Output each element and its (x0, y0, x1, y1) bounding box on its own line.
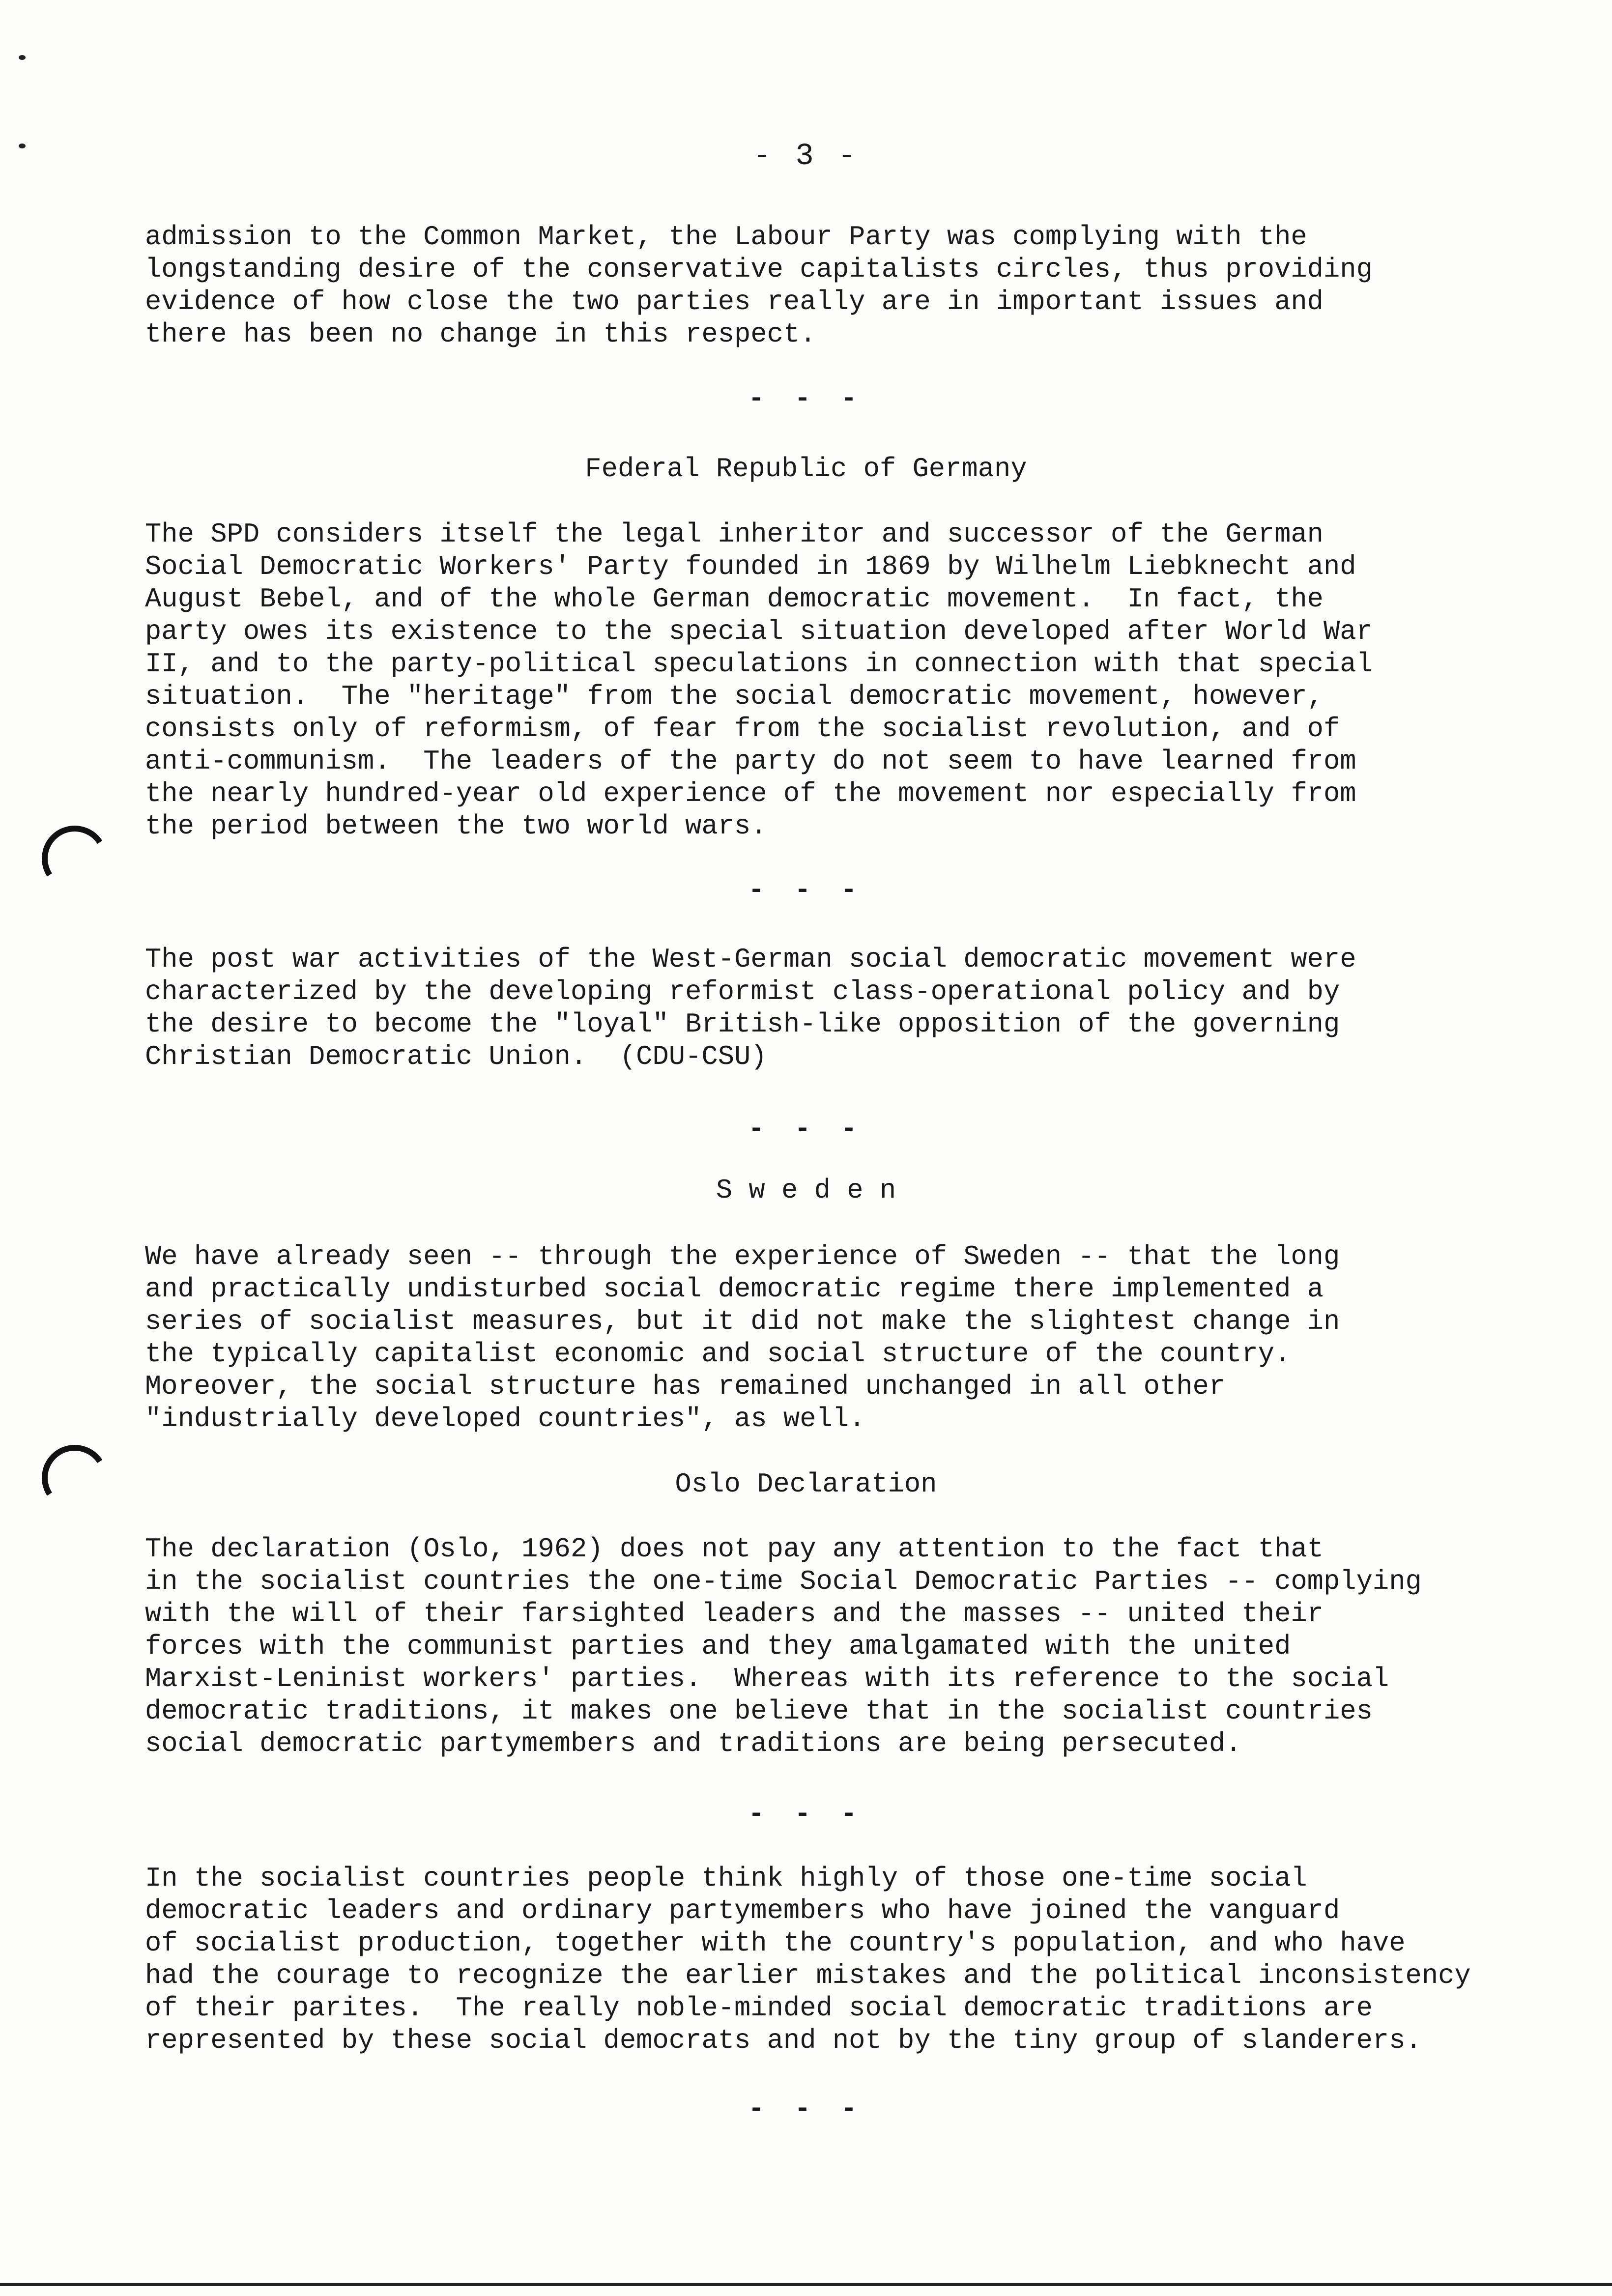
intro-paragraph: admission to the Common Market, the Labour Party was complying with the longstanding desire of the conservative capitalists circles, thus providing evidence of how close the two parties really are in important issues and there has been no change in this respect. (145, 222, 1373, 350)
oslo-paragraph: The declaration (Oslo, 1962) does not pay any attention to the fact that in the socialist countries the one-time Social Democratic Parties -- complying with the will of their farsighted leaders and the masses -- united their forces with the communist parties and they amalgamated with the united Marxist-Leninist workers' parties. Whereas with its reference to the social democratic traditions, it makes one believe that in the socialist countries social democratic partymembers and traditions are being persecuted. (145, 1534, 1422, 1759)
section-separator: - - - (748, 875, 864, 906)
sweden-paragraph: We have already seen -- through the experience of Sweden -- that the long and practically undisturbed social democratic regime there implemented a series of socialist measures, but it did not make the slightest change in the typically capitalist economic and social structure of the country. Moreover, the social structure has remained unchanged in all other "industrially developed countries", as well. (145, 1241, 1340, 1435)
bottom-edge-line (0, 2283, 1612, 2286)
final-paragraph: In the socialist countries people think highly of those one-time social democratic leaders and ordinary partymembers who have joined the vanguard of socialist production, together with the country's population, and who have had the courage to recognize the earlier mistakes and the political inconsistency of their parites. The really noble-minded social democratic traditions are represented by these social democrats and not by the tiny group of slanderers. (145, 1863, 1471, 2056)
section-separator: - - - (748, 2094, 864, 2124)
section-separator: - - - (748, 1799, 864, 1830)
germany-paragraph-1: The SPD considers itself the legal inheritor and successor of the German Social Democratic Workers' Party founded in 1869 by Wilhelm Liebknecht and August Bebel, and of the whole German democratic movement. In fact, the party owes its existence to the special situation developed after World War II, and to the party-political speculations in connection with that special situation. The "heritage" from the social democratic movement, however, consists only of reformism, of fear from the socialist revolution, and of anti-communism. The leaders of the party do not seem to have learned from the nearly hundred-year old experience of the movement nor especially from the period between the two world wars. (145, 519, 1373, 842)
heading-germany: Federal Republic of Germany (585, 454, 1027, 485)
germany-paragraph-2: The post war activities of the West-German social democratic movement were characterized by the developing reformist class-operational policy and by the desire to become the "loyal" British-like opposition of the governing Christian Democratic Union. (CDU-CSU) (145, 944, 1356, 1072)
heading-oslo: Oslo Declaration (675, 1469, 937, 1500)
heading-sweden: S w e d e n (716, 1175, 896, 1206)
margin-mark (19, 55, 26, 60)
page-number: - 3 - (752, 139, 860, 173)
section-separator: - - - (748, 1114, 864, 1145)
section-separator: - - - (748, 383, 864, 414)
